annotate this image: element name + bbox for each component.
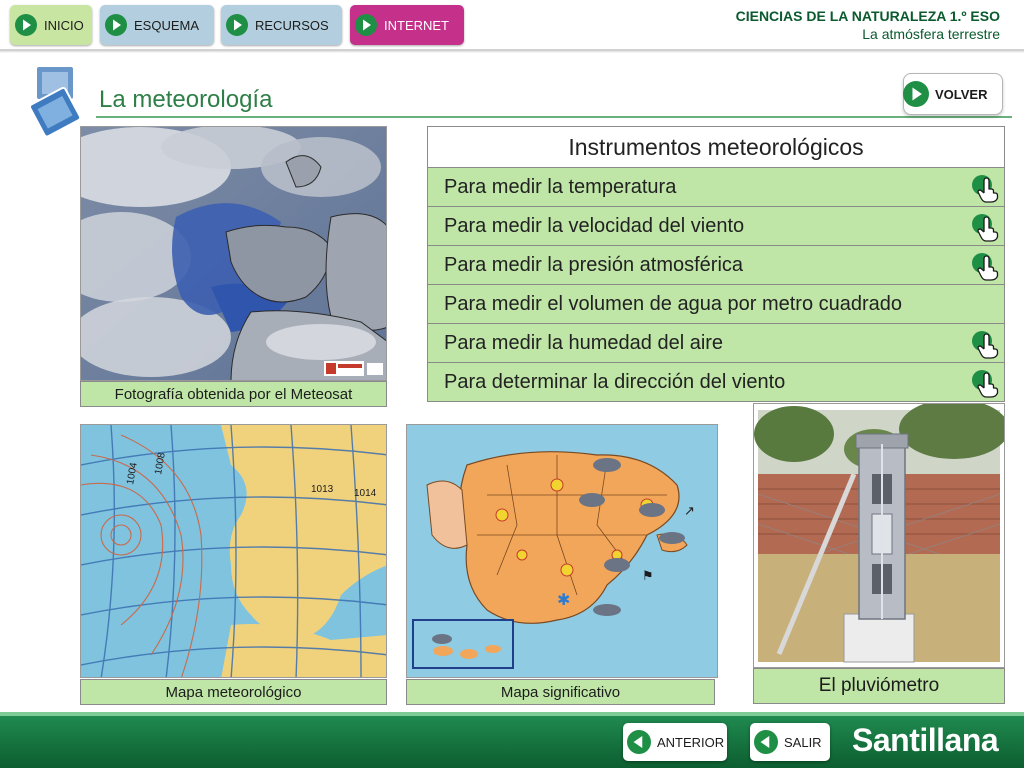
play-icon — [226, 14, 248, 36]
instrument-row-label: Para medir el volumen de agua por metro cuadrado — [444, 292, 903, 315]
hand-pointer-icon[interactable] — [972, 210, 1000, 242]
instrument-row-label: Para determinar la dirección del viento — [444, 370, 786, 393]
svg-text:1004: 1004 — [125, 461, 140, 486]
rain-gauge-image — [753, 403, 1005, 668]
instrument-row-label: Para medir la velocidad del viento — [444, 214, 745, 237]
slides-icon — [28, 64, 84, 136]
hand-pointer-icon[interactable] — [972, 249, 1000, 281]
nav-recursos-label: RECURSOS — [255, 17, 329, 33]
instrument-row-label: Para medir la humedad del aire — [444, 331, 724, 354]
salir-button[interactable] — [750, 723, 830, 761]
play-icon — [15, 14, 37, 36]
rain-gauge-caption: El pluviómetro — [753, 668, 1005, 704]
svg-text:1008: 1008 — [153, 451, 168, 476]
significant-weather-map-caption: Mapa significativo — [406, 679, 715, 705]
instruments-panel — [427, 126, 1005, 402]
salir-label: SALIR — [784, 734, 822, 750]
meteosat-image — [80, 126, 387, 381]
top-bar-shadow — [0, 50, 1024, 53]
page-title: La meteorología — [99, 86, 273, 113]
meteorological-map-image — [80, 424, 387, 678]
hand-pointer-icon[interactable] — [972, 171, 1000, 203]
santillana-logo: Santillana — [852, 722, 999, 758]
back-arrow-icon — [754, 730, 778, 754]
meteosat-caption: Fotografía obtenida por el Meteosat — [80, 381, 387, 407]
instrument-row-rain-volume[interactable] — [427, 285, 1005, 324]
significant-weather-map-image — [406, 424, 718, 678]
nav-esquema-label: ESQUEMA — [134, 17, 200, 33]
volver-button[interactable] — [903, 73, 1003, 115]
course-subtitle: La atmósfera terrestre — [862, 26, 1000, 42]
instrument-row-humidity[interactable] — [427, 324, 1005, 363]
nav-internet-button[interactable] — [350, 5, 464, 45]
svg-text:1014: 1014 — [354, 488, 377, 499]
nav-internet-label: INTERNET — [384, 17, 449, 33]
instrument-row-wind-direction[interactable] — [427, 363, 1005, 402]
course-info — [736, 8, 1000, 43]
play-icon — [903, 81, 929, 107]
nav-recursos-button[interactable] — [221, 5, 342, 45]
instruments-title: Instrumentos meteorológicos — [427, 126, 1005, 168]
instrument-row-wind-speed[interactable] — [427, 207, 1005, 246]
volver-label: VOLVER — [935, 86, 988, 102]
svg-text:✱: ✱ — [557, 590, 571, 609]
svg-text:⚑: ⚑ — [642, 569, 654, 584]
nav-inicio-label: INICIO — [44, 17, 84, 33]
title-divider — [96, 116, 1012, 118]
anterior-label: ANTERIOR — [657, 734, 725, 750]
hand-pointer-icon[interactable] — [972, 366, 1000, 398]
instrument-row-pressure[interactable] — [427, 246, 1005, 285]
course-title: CIENCIAS DE LA NATURALEZA 1.º ESO — [735, 8, 1000, 24]
svg-text:↗: ↗ — [684, 504, 695, 519]
play-icon — [355, 14, 377, 36]
instrument-row-temperature[interactable] — [427, 168, 1005, 207]
hand-pointer-icon[interactable] — [972, 327, 1000, 359]
nav-esquema-button[interactable] — [100, 5, 214, 45]
nav-inicio-button[interactable] — [10, 5, 92, 45]
anterior-button[interactable] — [623, 723, 727, 761]
svg-text:1013: 1013 — [311, 484, 334, 495]
instrument-row-label: Para medir la temperatura — [444, 175, 677, 198]
meteorological-map-caption: Mapa meteorológico — [80, 679, 387, 705]
back-arrow-icon — [627, 730, 651, 754]
instrument-row-label: Para medir la presión atmosférica — [444, 253, 744, 276]
play-icon — [105, 14, 127, 36]
